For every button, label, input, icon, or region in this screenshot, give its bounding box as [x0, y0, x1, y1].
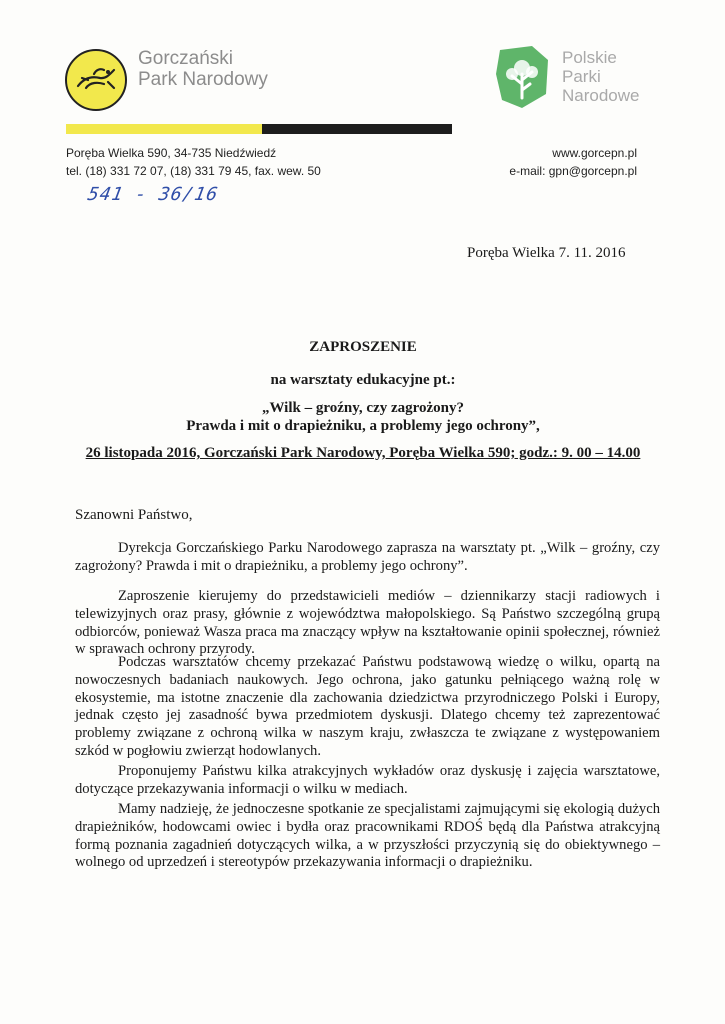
document-date: Poręba Wielka 7. 11. 2016 — [467, 245, 626, 261]
park-name — [138, 48, 308, 90]
document-subtitle: na warsztaty edukacyjne pt.: — [270, 372, 456, 388]
workshop-theme-line1: „Wilk – groźny, czy zagrożony? — [261, 400, 465, 416]
workshop-theme-line2: Prawda i mit o drapieżniku, a problemy jego ochrony”, — [186, 418, 540, 434]
meeting-info: 26 listopada 2016, Gorczański Park Narodowy, Poręba Wielka 590; godz.: 9. 00 – 14.00 — [85, 445, 641, 461]
body-paragraph: Zaproszenie kierujemy do przedstawicieli mediów – dziennikarzy stacji radiowych i telewizyjnych oraz prasy, głównie z województwa małopolskiego. Są Państwo szczególną grupą odbiorców, ponieważ Wasza praca ma znaczący wpływ na kształtowanie opinii społecznej, również w sprawach ochrony przyrody. — [75, 588, 660, 658]
document-title: ZAPROSZENIE — [309, 339, 417, 355]
address-line2: tel. (18) 331 72 07, (18) 331 79 45, fax. wew. 50 — [66, 164, 321, 178]
website-link[interactable]: www.gorcepn.pl — [552, 146, 637, 160]
park-name-line1: Gorczański — [138, 48, 234, 69]
header-bar-black — [262, 124, 452, 134]
address-block — [66, 144, 321, 180]
tree-logo-icon — [492, 44, 552, 110]
body-paragraph: Podczas warsztatów chcemy przekazać Państwu podstawową wiedzę o wilku, opartą na nowoczesnych badaniach naukowych. Jego ochrona, jako gatunku pełniącego ważną rolę w ekosystemie, ma istotne znaczenie dla zachowania dziedzictwa przyrodniczego Polski i Europy, jednak często jej zasadność bywa przedmiotem dyskusji. Dlatego chcemy też zaprezentować problemy związane z ochroną wilka w naszym kraju, zwłaszcza te związane z występowaniem szkód w pogłowiu zwierząt hodowlanych. — [75, 654, 660, 759]
header-bar-yellow — [66, 124, 262, 134]
address-line1: Poręba Wielka 590, 34-735 Niedźwiedź — [66, 146, 277, 160]
partner-name-line2: Parki — [562, 67, 601, 86]
body-paragraph: Dyrekcja Gorczańskiego Parku Narodowego zaprasza na warsztaty pt. „Wilk – groźny, czy zagrożony? Prawda i mit o drapieżniku, a problemy jego ochrony”. — [75, 540, 660, 574]
partner-name-line3: Narodowe — [562, 86, 640, 105]
greeting: Szanowni Państwo, — [75, 507, 193, 523]
email-link[interactable]: e-mail: gpn@gorcepn.pl — [509, 164, 637, 178]
partner-name — [562, 48, 640, 105]
body-paragraph: Mamy nadzieję, że jednoczesne spotkanie ze specjalistami zajmującymi się ekologią dużych drapieżników, hodowcami owiec i bydła oraz pracownikami RDOŚ będą dla Państwa atrakcyjną formą poznania zagadnień dotyczących wilka, a w przyszłości przyczynią się do obiektywnego – wolnego od uprzedzeń i stereotypów przekazywania informacji o drapieżniku. — [75, 801, 660, 871]
park-logo-icon — [64, 48, 128, 112]
handwritten-reference-number: 541 - 36/16 — [86, 184, 221, 205]
park-name-line2: Park Narodowy — [138, 69, 268, 90]
partner-name-line1: Polskie — [562, 48, 617, 67]
body-paragraph: Proponujemy Państwu kilka atrakcyjnych wykładów oraz dyskusję i zajęcia warsztatowe, dotyczące przekazywania informacji o wilku w mediach. — [75, 763, 660, 797]
contact-block — [509, 144, 637, 180]
